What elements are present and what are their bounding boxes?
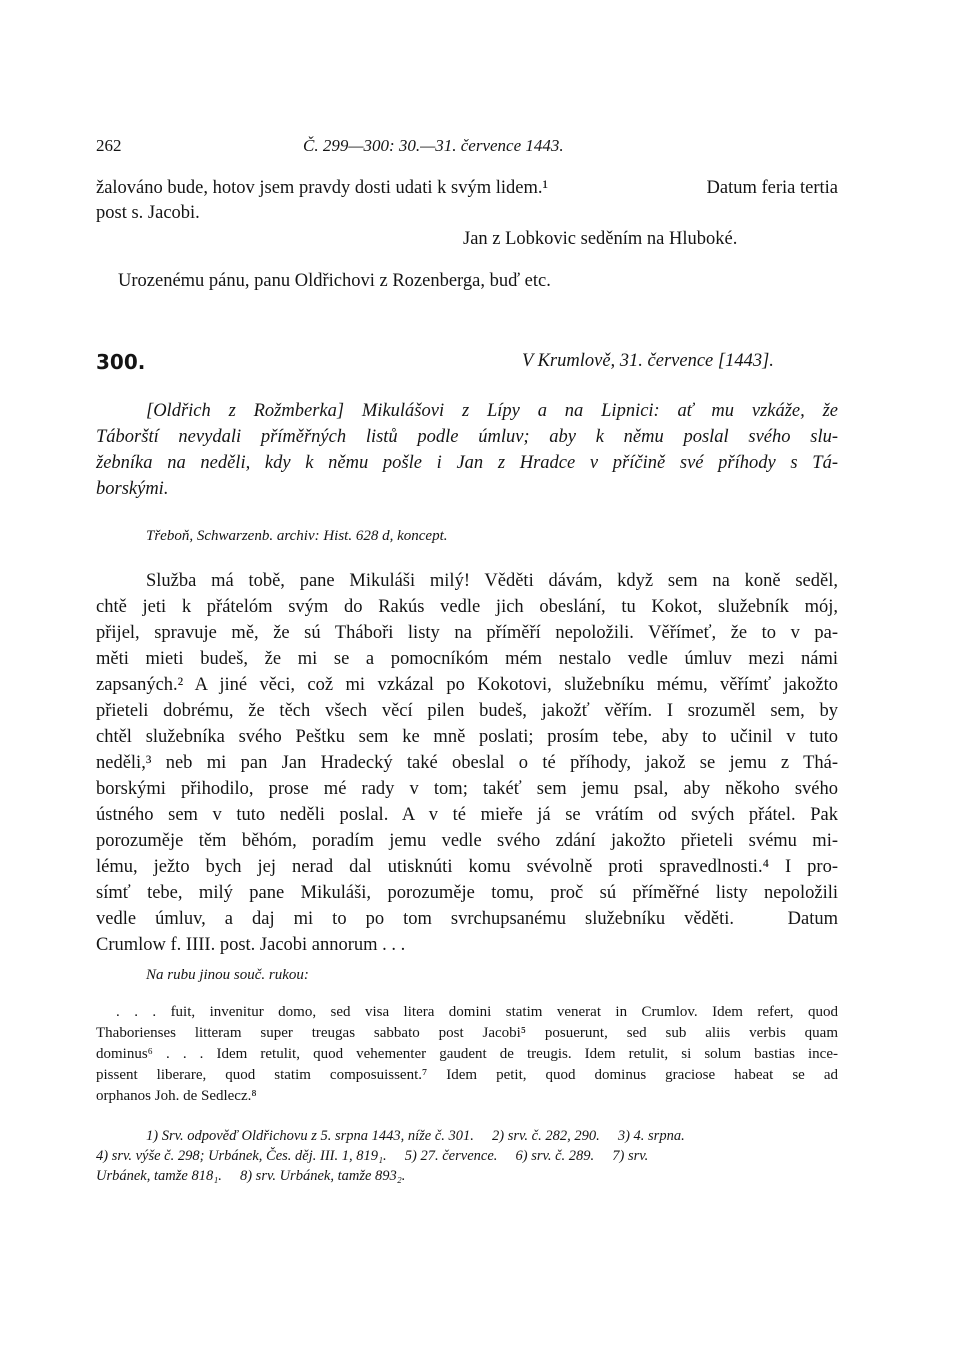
latin-line-5: orphanos Joh. de Sedlecz.⁸ [96, 1088, 257, 1104]
footnote-line-2: 4) srv. výše č. 298; Urbánek, Čes. děj. III. 1, 819₁. 5) 27. července. 6) srv. č. 289. 7) srv. [96, 1148, 649, 1164]
letter-299-signature: Jan z Lobkovic seděním na Hluboké. [463, 229, 738, 249]
latin-line-2: Thaborienses litteram super treugas sabbato post Jacobi⁵ posuerunt, sed sub aliis verbis quam [96, 1025, 838, 1041]
body-line-3: přijel, spravuje mě, že sú Tháboři listy na příměří nepoložili. Věřímeť, že to v pa- [96, 623, 838, 643]
latin-line-1: . . . fuit, invenitur domo, sed visa litera domini statim venerat in Crumlov. Idem refert, quod [116, 1004, 838, 1020]
latin-line-4: pissent liberare, quod statim composuissent.⁷ Idem petit, quod dominus graciose habeat se ad [96, 1067, 838, 1083]
body-line-6: přieteli dobrému, že těch všech věcí pilen budeš, jakožť věřím. I srozuměl sem, by [96, 701, 838, 721]
footnote-line-1: 1) Srv. odpověď Oldřichovu z 5. srpna 1443, níže č. 301. 2) srv. č. 282, 290. 3) 4. srpna. [146, 1128, 685, 1144]
letter-299-line-1-date: Datum feria tertia [706, 178, 838, 198]
reverse-label: Na rubu jinou souč. rukou: [146, 967, 309, 983]
letter-299-line-1: žalováno bude, hotov jsem pravdy dosti udati k svým lidem.¹ [96, 178, 549, 198]
footnote-line-3: Urbánek, tamže 818₁. 8) srv. Urbánek, tamže 893₂. [96, 1168, 406, 1184]
body-line-4: měti mieti budeš, že mi se a pomocníkóm mém nestalo vedle úmluv mezi námi [96, 649, 838, 669]
body-line-11: porozuměje těm běhóm, poradím jemu vedle svého zdání jakožto přieteli svému mi- [96, 831, 838, 851]
latin-line-3: dominus⁶ . . . Idem retulit, quod vehementer gaudent de treugis. Idem retulit, si solum bastias ince- [96, 1046, 838, 1062]
letter-300-number: 300. [96, 350, 146, 374]
page-number: 262 [96, 136, 122, 155]
abstract-line-2: Táborští nevydali příměřných listů podle úmluv; aby k němu poslal svého slu- [96, 427, 838, 447]
letter-300-place-date: V Krumlově, 31. července [1443]. [522, 351, 774, 371]
body-line-8: neděli,³ neb mi pan Jan Hradecký také obeslal o té příhody, jakož se jemu z Thá- [96, 753, 838, 773]
body-line-13: símť tebe, milý pane Mikuláši, porozuměje tomu, proč sú příměřné listy nepoložili [96, 883, 838, 903]
body-line-9: borskými přihodilo, prose mé rady v tom; takéť sem jemu psal, aby někoho svého [96, 779, 838, 799]
abstract-line-1: [Oldřich z Rožmberka] Mikulášovi z Lípy a na Lipnici: ať mu vzkáže, že [146, 401, 838, 421]
letter-299-line-2: post s. Jacobi. [96, 203, 200, 223]
body-line-14: vedle úmluv, a daj mi to po tom svrchupsanému služebníku věděti. [96, 909, 734, 929]
letter-299-address: Urozenému pánu, panu Oldřichovi z Rozenberga, buď etc. [118, 271, 551, 291]
running-head-title: Č. 299—300: 30.—31. července 1443. [303, 136, 564, 155]
body-line-1: Služba má tobě, pane Mikuláši milý! Věděti dávám, když sem na koně seděl, [146, 571, 838, 591]
abstract-line-3: žebníka na neděli, kdy k němu pošle i Jan z Hradce v příčině své příhody s Tá- [96, 453, 838, 473]
source-note: Třeboň, Schwarzenb. archiv: Hist. 628 d, koncept. [146, 528, 448, 544]
body-line-5: zapsaných.² A jiné věci, což mi vzkázal po Kokotovi, služebníku mému, věřímť jakožto [96, 675, 838, 695]
body-line-10: ústného sem v tuto neděli poslal. A v té mieře já se vrátím od svých přátel. Pak [96, 805, 838, 825]
abstract-line-4: borskými. [96, 479, 169, 499]
body-line-15: Crumlow f. IIII. post. Jacobi annorum . . . [96, 935, 406, 955]
body-line-7: chtěl služebníka svého Peštku sem ke mně poslati; prosím tebe, aby to učinil v tuto [96, 727, 838, 747]
body-line-2: chtě jeti k přátelóm svým do Rakús vedle jich obeslání, tu Kokot, služebník mój, [96, 597, 838, 617]
body-line-14-datum: Datum [787, 909, 838, 929]
body-line-12: lému, ježto bych jej nerad dal utisknúti komu svévolně proti spravedlnosti.⁴ I pro- [96, 857, 838, 877]
